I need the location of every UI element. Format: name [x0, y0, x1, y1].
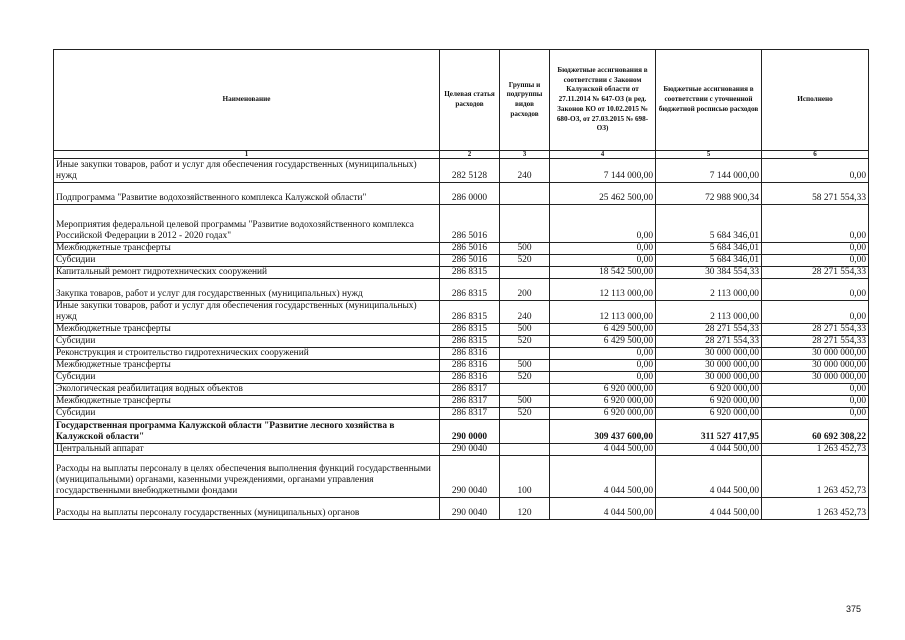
row-group [500, 444, 550, 456]
row-law-allocation: 18 542 500,00 [550, 267, 656, 279]
row-name: Субсидии [54, 372, 440, 384]
row-rospis-allocation: 5 684 346,01 [656, 205, 762, 243]
row-name: Государственная программа Калужской области "Развитие лесного хозяйства в Калужской области" [54, 420, 440, 444]
row-name: Субсидии [54, 408, 440, 420]
row-law-allocation: 0,00 [550, 243, 656, 255]
row-rospis-allocation: 72 988 900,34 [656, 183, 762, 205]
row-law-allocation: 12 113 000,00 [550, 301, 656, 324]
row-code: 286 8315 [440, 301, 500, 324]
table-row [54, 243, 869, 255]
row-group: 520 [500, 372, 550, 384]
row-code: 286 8315 [440, 267, 500, 279]
row-code: 290 0000 [440, 420, 500, 444]
column-number: 6 [762, 151, 869, 159]
row-rospis-allocation: 6 920 000,00 [656, 396, 762, 408]
row-executed: 0,00 [762, 159, 869, 183]
row-name: Субсидии [54, 336, 440, 348]
row-name: Межбюджетные трансферты [54, 243, 440, 255]
row-executed: 1 263 452,73 [762, 498, 869, 520]
table-row [54, 408, 869, 420]
row-executed: 0,00 [762, 279, 869, 301]
row-code: 290 0040 [440, 456, 500, 498]
row-rospis-allocation: 2 113 000,00 [656, 279, 762, 301]
row-law-allocation: 0,00 [550, 360, 656, 372]
table-row [54, 279, 869, 301]
row-code: 286 8316 [440, 372, 500, 384]
row-name: Субсидии [54, 255, 440, 267]
row-rospis-allocation: 6 920 000,00 [656, 408, 762, 420]
row-executed: 1 263 452,73 [762, 456, 869, 498]
row-law-allocation: 0,00 [550, 205, 656, 243]
row-executed: 30 000 000,00 [762, 372, 869, 384]
budget-table [53, 49, 869, 520]
table-row [54, 301, 869, 324]
header-executed: Исполнено [762, 50, 869, 151]
row-executed: 30 000 000,00 [762, 360, 869, 372]
table-row [54, 324, 869, 336]
table-row [54, 348, 869, 360]
row-law-allocation: 0,00 [550, 372, 656, 384]
row-group: 240 [500, 301, 550, 324]
table-row [54, 360, 869, 372]
row-law-allocation: 4 044 500,00 [550, 498, 656, 520]
row-rospis-allocation: 6 920 000,00 [656, 384, 762, 396]
row-rospis-allocation: 28 271 554,33 [656, 324, 762, 336]
table-row [54, 444, 869, 456]
row-code: 286 8315 [440, 279, 500, 301]
row-group: 500 [500, 360, 550, 372]
header-code: Целевая статья расходов [440, 50, 500, 151]
row-name: Подпрограмма "Развитие водохозяйственного комплекса Калужской области" [54, 183, 440, 205]
row-code: 286 5016 [440, 255, 500, 267]
header-law-allocation: Бюджетные ассигнования в соответствии с Законом Калужской области от 27.11.2014 № 647-ОЗ (в ред. Законов КО от 10.02.2015 № 680-ОЗ, от 27.03.2015 № 698-ОЗ) [550, 50, 656, 151]
row-group: 100 [500, 456, 550, 498]
row-group: 500 [500, 243, 550, 255]
row-executed: 0,00 [762, 205, 869, 243]
row-executed: 0,00 [762, 301, 869, 324]
row-rospis-allocation: 5 684 346,01 [656, 243, 762, 255]
column-number: 3 [500, 151, 550, 159]
row-name: Иные закупки товаров, работ и услуг для обеспечения государственных (муниципальных) нужд [54, 301, 440, 324]
row-rospis-allocation: 4 044 500,00 [656, 444, 762, 456]
row-group [500, 420, 550, 444]
row-law-allocation: 309 437 600,00 [550, 420, 656, 444]
row-name: Капитальный ремонт гидротехнических сооружений [54, 267, 440, 279]
row-executed: 28 271 554,33 [762, 336, 869, 348]
row-code: 282 5128 [440, 159, 500, 183]
row-group [500, 384, 550, 396]
row-law-allocation: 6 920 000,00 [550, 396, 656, 408]
row-rospis-allocation: 30 000 000,00 [656, 360, 762, 372]
row-code: 286 8316 [440, 348, 500, 360]
row-name: Экологическая реабилитация водных объектов [54, 384, 440, 396]
row-code: 286 5016 [440, 243, 500, 255]
row-group: 500 [500, 396, 550, 408]
row-executed: 0,00 [762, 384, 869, 396]
row-name: Реконструкция и строительство гидротехнических сооружений [54, 348, 440, 360]
page-number: 375 [846, 604, 862, 614]
row-name: Мероприятия федеральной целевой программы "Развитие водохозяйственного комплекса Российской Федерации в 2012 - 2020 годах" [54, 205, 440, 243]
row-group [500, 183, 550, 205]
row-rospis-allocation: 7 144 000,00 [656, 159, 762, 183]
header-rospis-allocation: Бюджетные ассигнования в соответствии с уточненной бюджетной росписью расходов [656, 50, 762, 151]
row-name: Межбюджетные трансферты [54, 360, 440, 372]
row-executed: 28 271 554,33 [762, 324, 869, 336]
row-rospis-allocation: 5 684 346,01 [656, 255, 762, 267]
column-number: 4 [550, 151, 656, 159]
row-law-allocation: 4 044 500,00 [550, 456, 656, 498]
row-law-allocation: 4 044 500,00 [550, 444, 656, 456]
row-executed: 28 271 554,33 [762, 267, 869, 279]
row-executed: 60 692 308,22 [762, 420, 869, 444]
column-number: 1 [54, 151, 440, 159]
row-law-allocation: 0,00 [550, 348, 656, 360]
row-group [500, 348, 550, 360]
row-rospis-allocation: 30 384 554,33 [656, 267, 762, 279]
row-law-allocation: 6 429 500,00 [550, 324, 656, 336]
row-law-allocation: 12 113 000,00 [550, 279, 656, 301]
row-group: 120 [500, 498, 550, 520]
row-executed: 0,00 [762, 255, 869, 267]
row-group: 200 [500, 279, 550, 301]
row-code: 286 5016 [440, 205, 500, 243]
row-law-allocation: 6 920 000,00 [550, 384, 656, 396]
table-row [54, 420, 869, 444]
row-law-allocation: 6 429 500,00 [550, 336, 656, 348]
column-number-row [54, 151, 869, 159]
row-rospis-allocation: 4 044 500,00 [656, 498, 762, 520]
row-group: 500 [500, 324, 550, 336]
row-name: Иные закупки товаров, работ и услуг для обеспечения государственных (муниципальных) нужд [54, 159, 440, 183]
header-group: Группы и подгруппы видов расходов [500, 50, 550, 151]
column-number: 2 [440, 151, 500, 159]
row-code: 286 8315 [440, 324, 500, 336]
table-row [54, 205, 869, 243]
row-executed: 1 263 452,73 [762, 444, 869, 456]
table-row [54, 267, 869, 279]
table-row [54, 183, 869, 205]
header-name: Наименование [54, 50, 440, 151]
row-group: 240 [500, 159, 550, 183]
row-law-allocation: 25 462 500,00 [550, 183, 656, 205]
table-row [54, 159, 869, 183]
row-code: 286 8317 [440, 408, 500, 420]
row-code: 286 8316 [440, 360, 500, 372]
row-group: 520 [500, 255, 550, 267]
table-row [54, 336, 869, 348]
row-group: 520 [500, 336, 550, 348]
table-row [54, 372, 869, 384]
row-law-allocation: 0,00 [550, 255, 656, 267]
column-number: 5 [656, 151, 762, 159]
row-code: 286 0000 [440, 183, 500, 205]
row-executed: 58 271 554,33 [762, 183, 869, 205]
row-executed: 0,00 [762, 243, 869, 255]
row-code: 286 8317 [440, 396, 500, 408]
row-name: Центральный аппарат [54, 444, 440, 456]
header-row [54, 50, 869, 151]
row-rospis-allocation: 4 044 500,00 [656, 456, 762, 498]
row-executed: 30 000 000,00 [762, 348, 869, 360]
table-row [54, 456, 869, 498]
row-name: Расходы на выплаты персоналу государственных (муниципальных) органов [54, 498, 440, 520]
row-executed: 0,00 [762, 396, 869, 408]
row-code: 286 8317 [440, 384, 500, 396]
row-law-allocation: 6 920 000,00 [550, 408, 656, 420]
row-rospis-allocation: 311 527 417,95 [656, 420, 762, 444]
row-rospis-allocation: 30 000 000,00 [656, 348, 762, 360]
table-row [54, 498, 869, 520]
row-rospis-allocation: 30 000 000,00 [656, 372, 762, 384]
row-group [500, 205, 550, 243]
table-row [54, 384, 869, 396]
row-name: Межбюджетные трансферты [54, 324, 440, 336]
row-code: 290 0040 [440, 444, 500, 456]
row-code: 286 8315 [440, 336, 500, 348]
row-code: 290 0040 [440, 498, 500, 520]
table-row [54, 255, 869, 267]
row-name: Межбюджетные трансферты [54, 396, 440, 408]
row-group: 520 [500, 408, 550, 420]
row-rospis-allocation: 2 113 000,00 [656, 301, 762, 324]
row-executed: 0,00 [762, 408, 869, 420]
row-group [500, 267, 550, 279]
row-name: Расходы на выплаты персоналу в целях обеспечения выполнения функций государственными (муниципальными) органами, казенными учреждениями, органами управления государственными внебюджетными фондами [54, 456, 440, 498]
table-row [54, 396, 869, 408]
row-name: Закупка товаров, работ и услуг для государственных (муниципальных) нужд [54, 279, 440, 301]
row-rospis-allocation: 28 271 554,33 [656, 336, 762, 348]
row-law-allocation: 7 144 000,00 [550, 159, 656, 183]
